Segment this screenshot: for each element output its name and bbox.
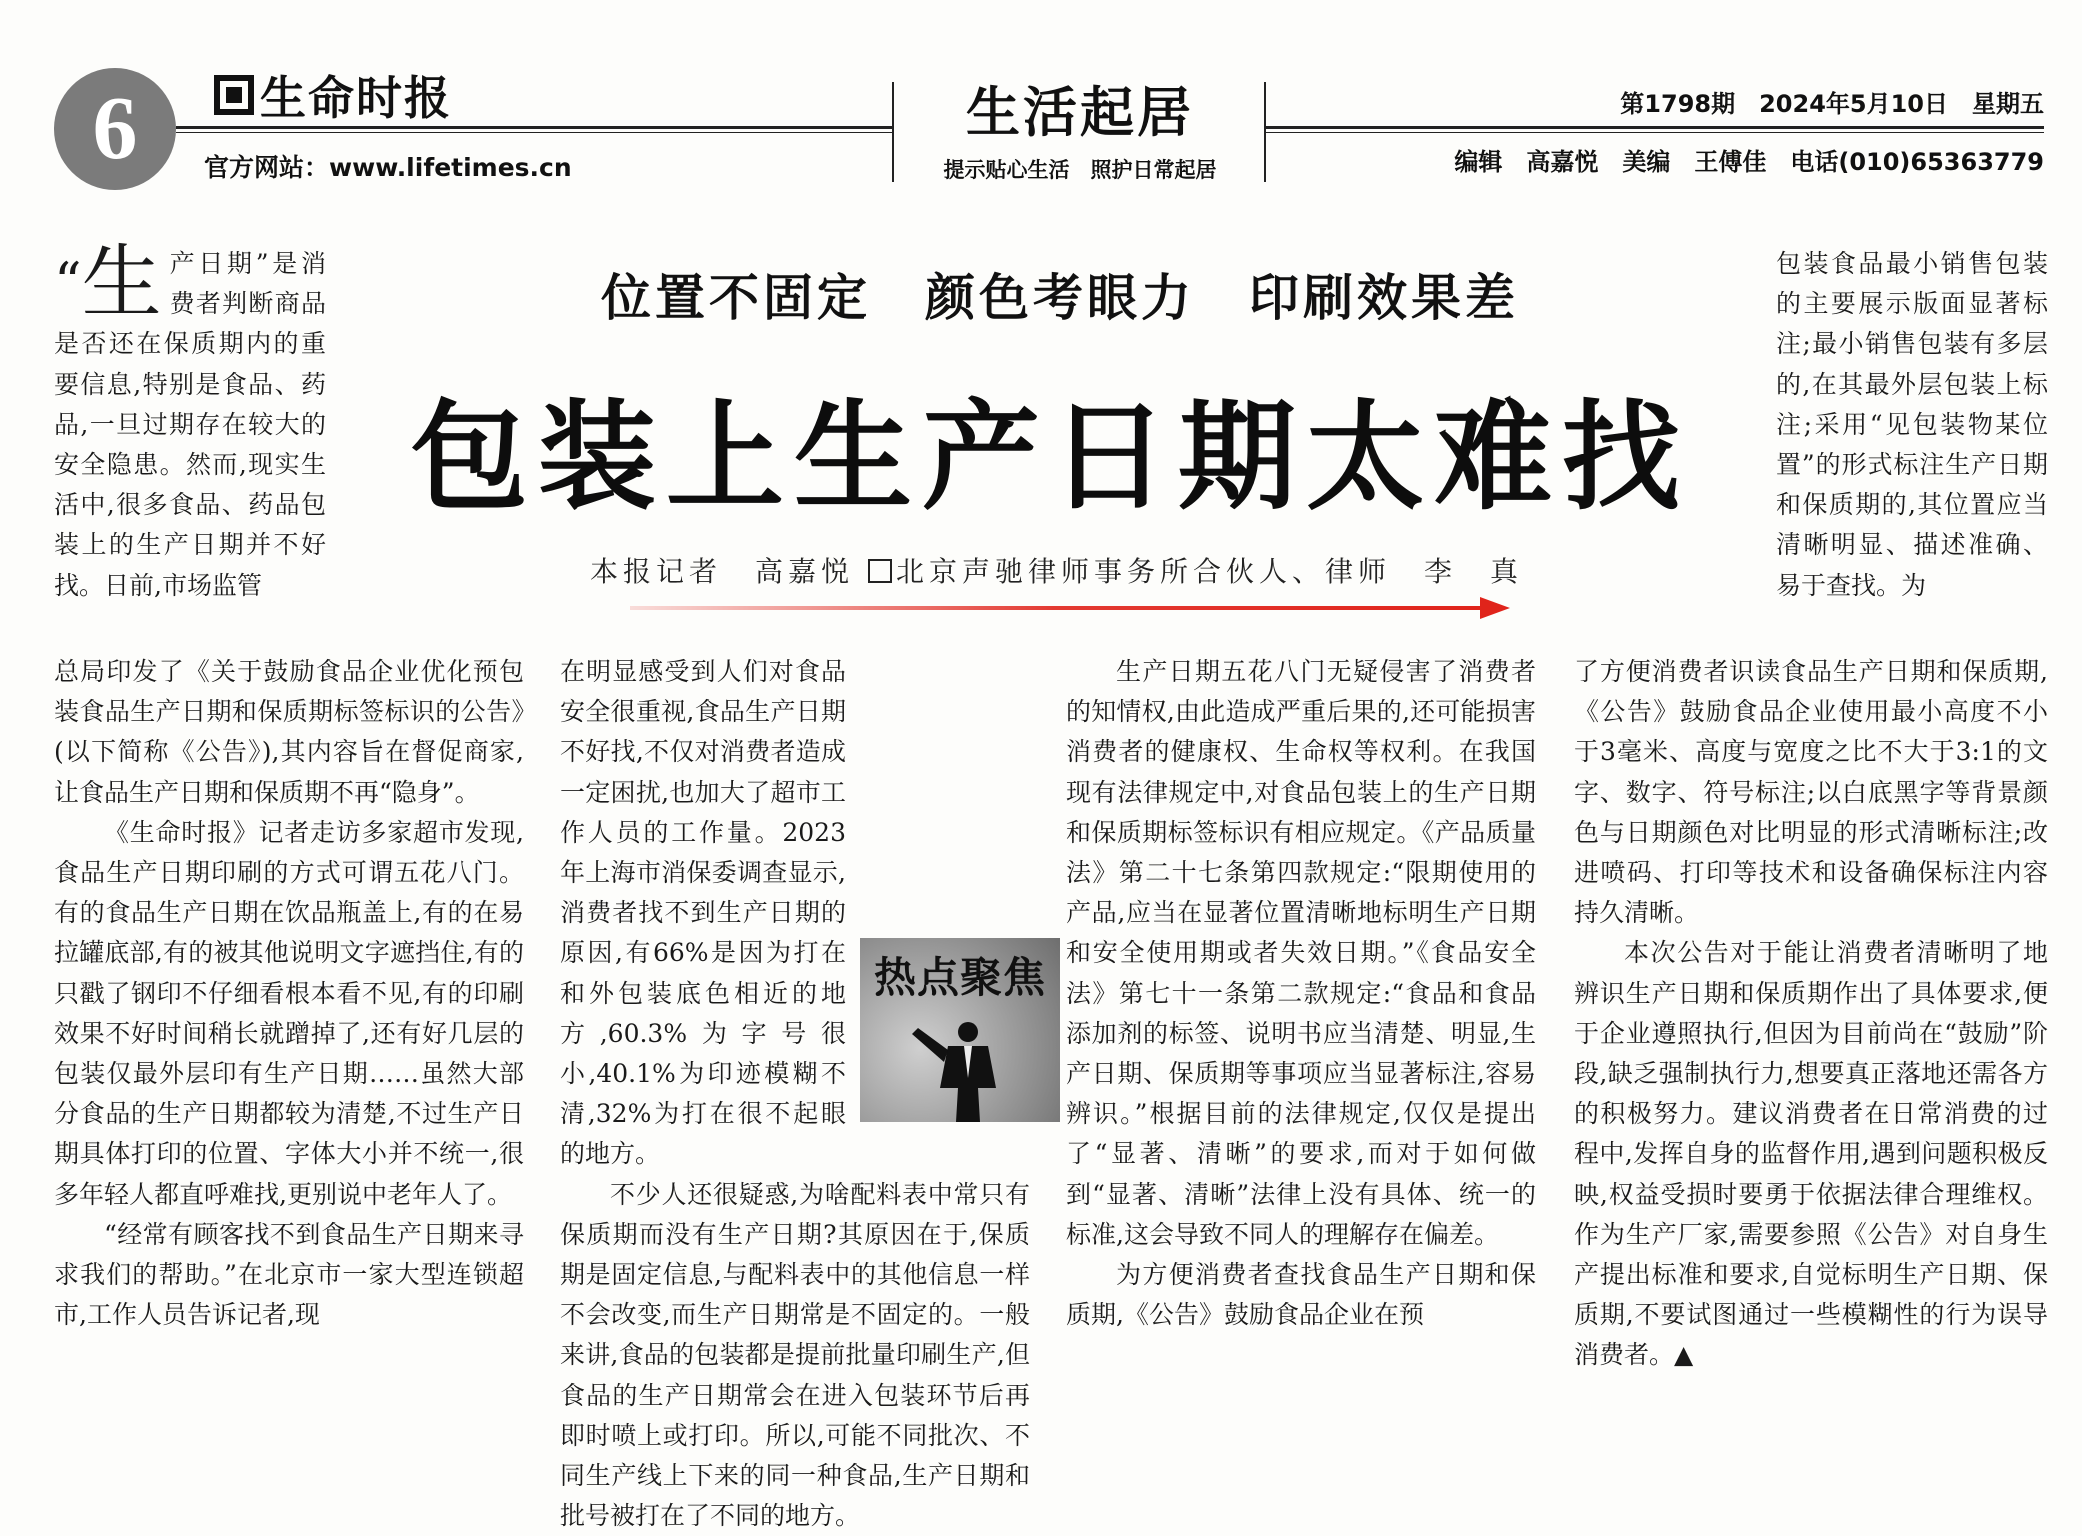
column-1-paragraph-2: 《生命时报》记者走访多家超市发现,食品生产日期印刷的方式可谓五花八门。有的食品生产日期在饮品瓶盖上,有的在易拉罐底部,有的被其他说明文字遮挡住,有的只戳了钢印不仔细看根本看不见,有的印刷效果不好时间稍长就蹭掉了,还有好几层的包装仅最外层印有生产日期……虽然大部分食品的生产日期都较为清楚,不过生产日期具体打印的位置、字体大小并不统一,很多年轻人都直呼难找,更别说中老年人了。 (54, 817, 524, 1209)
byline-arrow-icon (630, 597, 1510, 619)
masthead-rule-left (176, 126, 892, 133)
article-kicker: 位置不固定 颜色考眼力 印刷效果差 (601, 268, 1519, 327)
column-2-paragraph-2: 不少人还很疑惑,为啥配料表中常只有保质期而没有生产日期?其原因在于,保质期是固定信息,与配料表中的其他信息一样不会改变,而生产日期常是不固定的。一般来讲,食品的包装都是提前批量印刷生产,但食品的生产日期常会在进入包装环节后再即时喷上或打印。所以,可能不同批次、不同生产线上下来的同一种食品,生产日期和批号被打在了不同的地方。 (560, 1179, 1030, 1531)
article-byline (590, 550, 1524, 590)
column-4-paragraph-1b: 了方便消费者识读食品生产日期和保质期,《公告》鼓励食品企业使用最小高度不小于3毫米、高度与宽度之比不大于3:1的文字、数字、符号标注;以白底黑字等背景颜色与日期颜色对比明显的形式清晰标注;改进喷码、打印等技术和设备确保标注内容持久清晰。 (1574, 657, 2048, 928)
drop-cap: “生 (54, 236, 162, 329)
article-headline: 包装上生产日期太难找 (409, 388, 1690, 526)
logo-text: 生命时报 (260, 71, 452, 125)
column-1-paragraph-3: “经常有顾客找不到食品生产日期来寻求我们的帮助。”在北京市一家大型连锁超市,工作人员告诉记者,现 (54, 1219, 524, 1330)
article-column-2 (560, 652, 1046, 1531)
column-4-paragraph-2: 本次公告对于能让消费者清晰明了地辨识生产日期和保质期作出了具体要求,便于企业遵照执行,但因为目前尚在“鼓励”阶段,缺乏强制执行力,想要真正落地还需各方的积极努力。建议消费者在日常消费的过程中,发挥自身的监督作用,遇到问题积极反映,权益受损时要勇于依据法律合理维权。作为生产厂家,需要参照《公告》对自身生产提出标准和要求,自觉标明生产日期、保质期,不要试图通过一些模糊性的行为误导消费者。▲ (1574, 938, 2048, 1370)
section-subtitle: 提示贴心生活 照护日常起居 (943, 158, 1217, 182)
article-column-4-upper (1776, 244, 2048, 648)
column-1-paragraph-1b: 总局印发了《关于鼓励食品企业优化预包装食品生产日期和保质期标签标识的公告》(以下简称《公告》),其内容旨在督促商家,让食品生产日期和保质期不再“隐身”。 (54, 657, 524, 807)
column-2-paragraph-1: 热点聚焦 在明显感受到人们对食品安全很重视,食品生产日期不好找,不仅对消费者造成一定困扰,也加大了超市工作人员的工作量。2023年上海市消保委调查显示,消费者找不到生产日期的原因,有66%是因为打在和外包装底色相近的地方,60.3%为字号很小,40.1%为印迹模糊不清,32%为打在很不起眼的地方。 (560, 652, 1030, 1175)
article-column-3 (1066, 652, 1536, 1462)
byline-lawyer: 北京声驰律师事务所合伙人、律师 李 真 (896, 555, 1524, 588)
masthead-divider-right (1264, 82, 1266, 182)
hot-topic-badge (860, 938, 1060, 1122)
newspaper-logo (214, 62, 452, 128)
hot-topic-label: 热点聚焦 (873, 953, 1046, 1002)
column-3-paragraph-1: 生产日期五花八门无疑侵害了消费者的知情权,由此造成严重后果的,还可能损害消费者的健康权、生命权等权利。在我国现有法律规定中,对食品包装上的生产日期和保质期标签标识有相应规定。《产品质量法》第二十七条第四款规定:“限期使用的产品,应当在显著位置清晰地标明生产日期和安全使用期或者失效日期。”《食品安全法》第七十一条第二款规定:“食品和食品添加剂的标签、说明书应当清楚、明显,生产日期、保质期等事项应当显著标注,容易辨识。”根据目前的法律规定,仅仅是提出了“显著、清晰”的要求,而对于如何做到“显著、清晰”法律上没有具体、统一的标准,这会导致不同人的理解存在偏差。 (1066, 657, 1536, 1249)
column-4-paragraph-1a: 包装食品最小销售包装的主要展示版面显著标注;最小销售包装有多层的,在其最外层包装上标注;采用“见包装物某位置”的形式标注生产日期和保质期的,其位置应当清晰明显、描述准确、易于查找。为 (1776, 249, 2048, 600)
article-column-4 (1574, 652, 2048, 1462)
masthead-rule-right (1266, 126, 2044, 133)
editors-info: 编辑 高嘉悦 美编 王傅佳 电话(010)65363779 (1454, 148, 2044, 176)
issue-info: 第1798期 2024年5月10日 星期五 (1620, 90, 2044, 118)
byline-reporter: 本报记者 高嘉悦 (590, 555, 855, 588)
section-title: 生活起居 (966, 81, 1194, 144)
column-1-paragraph-1a: “生 产日期”是消费者判断商品是否还在保质期内的重要信息,特别是食品、药品,一旦过期存在较大的安全隐患。然而,现实生活中,很多食品、药品包装上的生产日期并不好找。日前,市场监管 (54, 236, 326, 600)
website-link[interactable]: 官方网站：www.lifetimes.cn (204, 153, 572, 182)
column-3-paragraph-2: 为方便消费者查找食品生产日期和保质期,《公告》鼓励食品企业在预 (1066, 1260, 1536, 1330)
logo-square-icon (214, 75, 254, 115)
article-column-1 (54, 236, 326, 664)
article-column-1-lower (54, 652, 524, 1462)
businessman-figure-icon (900, 1018, 1020, 1122)
byline-box-icon (868, 559, 892, 583)
masthead-divider-left (892, 82, 894, 182)
page-number: 6 (54, 68, 176, 190)
